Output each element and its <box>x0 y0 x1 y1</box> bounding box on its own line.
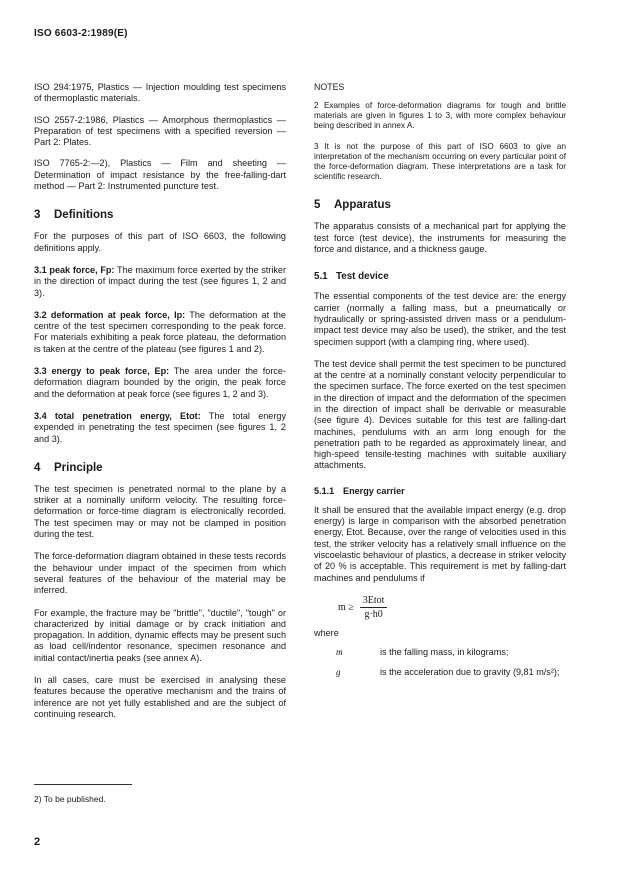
definition-3-3: 3.3 energy to peak force, Ep: The area under the force-deformation diagram bounded by the origin, the peak force and the deformation at peak force (see figures 1, 2 and 3). <box>34 366 286 399</box>
section-5-heading: 5 Apparatus <box>314 199 391 212</box>
section-5-1-heading: 5.1 Test device <box>314 271 389 283</box>
section-5-1-1-heading: 5.1.1 Energy carrier <box>314 485 405 496</box>
apparatus-intro: The apparatus consists of a mechanical part for applying the test force (test device), the instruments for measuring the force and distance, and a thickness gauge. <box>314 221 566 255</box>
test-device-paragraph-2: The test device shall permit the test specimen to be punctured at the centre at a nominally constant velocity perpendicular to the specimen surface. The force exerted on the test specimen in the direction of impact and the deformation of the specimen in the direction of impact shall be derivable or measurable (see figure 4). Devices suitable for this test are falling-dart machines, pendulums with an arm long enough for the penetration path to be regarded as approximately linear, and high-speed tensile-testing machines with suitable auxiliary attachments. <box>314 358 566 471</box>
formula-lhs: m ≥ <box>338 601 354 613</box>
right-column <box>314 82 566 687</box>
definition-3-1: 3.1 peak force, Fp: The maximum force exerted by the striker in the direction of impact during the test (see figures 1, 2 and 3). <box>34 264 286 298</box>
principle-paragraph-2: The force-deformation diagram obtained in these tests records the behaviour under impact of the specimen from which several features of the behaviour of the material may be inferred. <box>34 551 286 596</box>
where-label: where <box>314 627 339 638</box>
page-number: 2 <box>34 836 41 848</box>
document-header: ISO 6603-2:1989(E) <box>34 28 128 39</box>
left-column <box>34 82 286 731</box>
test-device-paragraph-1: The essential components of the test device are: the energy carrier (normally a falling mass, but a pneumatically or hydraulically or spring-assisted driven mass or a pendulum-impact test device may also be used), the striker, and the test specimen support (with a clamping ring, where used). <box>314 291 566 347</box>
energy-carrier-paragraph: It shall be ensured that the available impact energy (e.g. drop energy) is large in comparison with the absorbed penetration energy, Etot. Because, over the range of velocities used in this test, the striker velocity has a relatively small influence on the viscoelastic behaviour of plastics, a decrease in striker velocity of 20 % is acceptable. This requirement is met by falling-dart machines and pendulums if <box>314 504 566 583</box>
reference-iso-2557-2: ISO 2557-2:1986, Plastics — Amorphous thermoplastics — Preparation of test specimens with a specified reversion — Part 2: Plates. <box>34 114 286 148</box>
note-2: 2 Examples of force-deformation diagrams for tough and brittle materials are given in figures 1 to 3, with more complex behaviour being described in annex A. <box>314 101 566 131</box>
note-3: 3 It is not the purpose of this part of ISO 6603 to give an interpretation of the mechanism occurring on every particular point of the force-deformation diagram. These interpretations are a task for scientific research. <box>314 141 566 182</box>
symbol-definition-g: g is the acceleration due to gravity (9,81 m/s²); <box>336 667 560 678</box>
principle-paragraph-1: The test specimen is penetrated normal to the plane by a striker at a nominally uniform velocity. The resulting force-deformation or force-time diagram is electronically recorded. The test specimen may or may not be clamped in position during the test. <box>34 483 286 540</box>
principle-paragraph-4: In all cases, care must be exercised in analysing these features because the operative mechanism and the trains of inference are not yet fully established and are the subject of continuing research. <box>34 674 286 719</box>
reference-iso-294: ISO 294:1975, Plastics — Injection moulding test specimens of thermoplastic materials. <box>34 82 286 104</box>
formula-numerator: 3Etot <box>360 595 388 608</box>
principle-paragraph-3: For example, the fracture may be "brittle", "ductile", "tough" or characterized by initial damage or by crack initiation and propagation. In addition, dynamic effects may be present such as load cell/indentor resonance, specimen resonance and initial contact/inertia peaks (see annex A). <box>34 607 286 663</box>
section-4-heading: 4 Principle <box>34 461 103 474</box>
symbol-definition-m: m is the falling mass, in kilograms; <box>336 646 509 657</box>
notes-title: NOTES <box>314 82 345 92</box>
formula-denominator: g·h0 <box>364 608 383 620</box>
footnote: 2) To be published. <box>34 794 106 804</box>
definition-3-2: 3.2 deformation at peak force, lp: The deformation at the centre of the test specimen corresponding to the peak force. For materials exhibiting a peak force plateau, the deformation is taken at the centre of the plateau (see figures 1 and 2). <box>34 309 286 354</box>
formula-fraction <box>360 595 388 620</box>
reference-iso-7765-2: ISO 7765-2:—2), Plastics — Film and sheeting — Determination of impact resistance by the free-falling-dart method — Part 2: Instrumented puncture test. <box>34 158 286 192</box>
energy-formula <box>338 595 566 620</box>
footnote-divider <box>34 784 132 785</box>
definition-3-4: 3.4 total penetration energy, Etot: The total energy expended in penetrating the test specimen (see figures 1, 2 and 3). <box>34 410 287 444</box>
section-3-intro: For the purposes of this part of ISO 6603, the following definitions apply. <box>34 231 286 253</box>
section-3-heading: 3 Definitions <box>34 209 114 222</box>
